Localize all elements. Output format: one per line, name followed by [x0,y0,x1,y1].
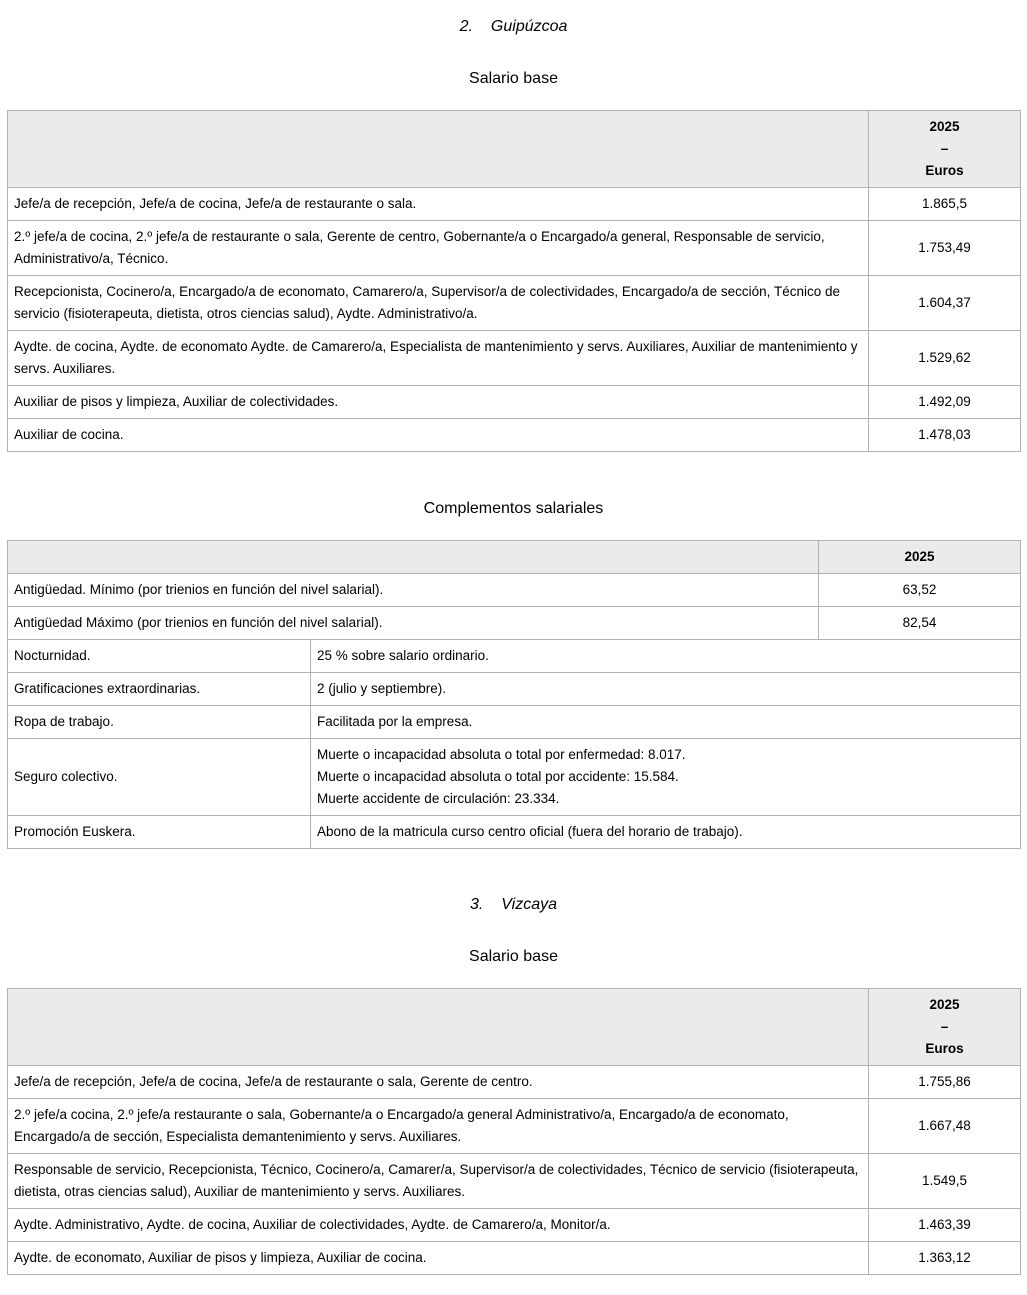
table-row [8,1154,1021,1209]
value-cell: 1.667,48 [869,1099,1021,1154]
category-cell: Aydte. de cocina, Aydte. de economato Aydte. de Camarero/a, Especialista de mantenimiento y servs. Auxiliares, Auxiliar de mantenimiento y servs. Auxiliares. [8,331,869,386]
column-header-year-euros [869,989,1021,1066]
value-cell: 82,54 [819,607,1021,640]
category-cell: Recepcionista, Cocinero/a, Encargado/a de economato, Camarero/a, Supervisor/a de colectividades, Encargado/a de sección, Técnico de servicio (fisioterapeuta, dietista, otros ciencias salud), Aydte. Administrativo/a. [8,276,869,331]
table-row [8,739,1021,816]
category-cell: Seguro colectivo. [8,739,311,816]
table-row [8,188,1021,221]
category-cell: Gratificaciones extraordinarias. [8,673,311,706]
value-cell: 1.549,5 [869,1154,1021,1209]
category-cell: Aydte. Administrativo, Aydte. de cocina, Auxiliar de colectividades, Aydte. de Camarero/a, Monitor/a. [8,1209,869,1242]
table-title-complementos: Complementos salariales [423,500,604,517]
section-name: Vizcaya [501,896,558,913]
table-row [8,1242,1021,1275]
value-cell: 1.604,37 [869,276,1021,331]
table-row [8,574,1021,607]
table-title-salario-base-guipuzcoa: Salario base [469,70,558,87]
year-label: 2025 [929,119,960,134]
table-row [8,706,1021,739]
section-heading-guipuzcoa [7,16,1020,38]
category-cell: Aydte. de economato, Auxiliar de pisos y limpieza, Auxiliar de cocina. [8,1242,869,1275]
dash-separator: – [940,1019,949,1034]
value-cell: 1.363,12 [869,1242,1021,1275]
table-header-row [8,989,1021,1066]
dash-separator: – [940,141,949,156]
column-header-empty [8,541,819,574]
table-row [8,1099,1021,1154]
table-title-salario-base-vizcaya: Salario base [469,948,558,965]
category-cell: 2.º jefe/a cocina, 2.º jefe/a restaurante o sala, Gobernante/a o Encargado/a general Administrativo/a, Encargado/a de economato, Encargado/a de sección, Especialista demantenimiento y servs. Auxiliares. [8,1099,869,1154]
detail-cell: Facilitada por la empresa. [311,706,1021,739]
category-cell: Antigüedad. Mínimo (por trienios en función del nivel salarial). [8,574,819,607]
complementos-table-guipuzcoa [7,540,1021,849]
table-header-row [8,111,1021,188]
value-cell: 1.865,5 [869,188,1021,221]
category-cell: Jefe/a de recepción, Jefe/a de cocina, Jefe/a de restaurante o sala, Gerente de centro. [8,1066,869,1099]
category-cell: Auxiliar de cocina. [8,419,869,452]
detail-cell: Abono de la matricula curso centro oficial (fuera del horario de trabajo). [311,816,1021,849]
value-cell: 1.529,62 [869,331,1021,386]
category-cell: 2.º jefe/a de cocina, 2.º jefe/a de restaurante o sala, Gerente de centro, Gobernante/a o Encargado/a general, Responsable de servicio, Administrativo/a, Técnico. [8,221,869,276]
value-cell: 1.463,39 [869,1209,1021,1242]
section-number: 3. [469,896,484,913]
year-label: 2025 [929,997,960,1012]
table-row [8,673,1021,706]
detail-line: Muerte o incapacidad absoluta o total por enfermedad: 8.017. [317,747,686,762]
table-row [8,640,1021,673]
value-cell: 1.478,03 [869,419,1021,452]
detail-cell: 2 (julio y septiembre). [311,673,1021,706]
detail-line: Muerte accidente de circulación: 23.334. [317,791,560,806]
value-cell: 1.492,09 [869,386,1021,419]
column-header-empty [8,111,869,188]
table-header-row [8,541,1021,574]
table-row [8,816,1021,849]
category-cell: Ropa de trabajo. [8,706,311,739]
section-heading-vizcaya [7,894,1020,916]
table-row [8,386,1021,419]
table-row [8,1066,1021,1099]
section-name: Guipúzcoa [490,18,568,35]
salario-base-table-guipuzcoa [7,110,1021,452]
category-cell: Promoción Euskera. [8,816,311,849]
category-cell: Responsable de servicio, Recepcionista, Técnico, Cocinero/a, Camarer/a, Supervisor/a de colectividades, Técnico de servicio (fisioterapeuta, dietista, otras ciencias salud), Auxiliar de mantenimiento y servs. Auxiliares. [8,1154,869,1209]
salario-base-table-vizcaya [7,988,1021,1275]
column-header-empty [8,989,869,1066]
category-cell: Auxiliar de pisos y limpieza, Auxiliar de colectividades. [8,386,869,419]
detail-line: Muerte o incapacidad absoluta o total por accidente: 15.584. [317,769,679,784]
euros-label: Euros [925,163,964,178]
table-row [8,221,1021,276]
detail-cell [311,739,1021,816]
table-row [8,331,1021,386]
table-row [8,1209,1021,1242]
table-row [8,607,1021,640]
table-row [8,419,1021,452]
value-cell: 1.755,86 [869,1066,1021,1099]
category-cell: Antigüedad Máximo (por trienios en función del nivel salarial). [8,607,819,640]
category-cell: Jefe/a de recepción, Jefe/a de cocina, Jefe/a de restaurante o sala. [8,188,869,221]
table-row [8,276,1021,331]
column-header-year: 2025 [819,541,1021,574]
category-cell: Nocturnidad. [8,640,311,673]
euros-label: Euros [925,1041,964,1056]
column-header-year-euros [869,111,1021,188]
section-number: 2. [459,18,473,35]
detail-cell: 25 % sobre salario ordinario. [311,640,1021,673]
value-cell: 1.753,49 [869,221,1021,276]
value-cell: 63,52 [819,574,1021,607]
